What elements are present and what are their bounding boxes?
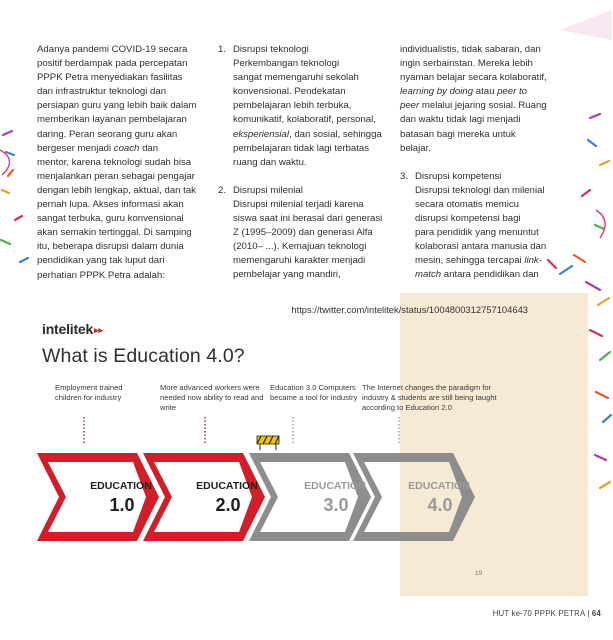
stage-label: EDUCATION	[196, 480, 258, 492]
text-segment: mesin, sehingga tercapai	[415, 255, 525, 267]
stage-label: EDUCATION	[408, 480, 470, 492]
page-number: 64	[591, 609, 601, 618]
italic-term: link-	[524, 255, 542, 267]
column-1	[37, 43, 213, 283]
list-item-competency-disruption	[400, 170, 578, 283]
text-line	[415, 268, 578, 282]
text-line: dan waktu tidak lagi menjadi	[400, 114, 521, 126]
italic-term: learning by doing	[400, 86, 474, 98]
text-line	[400, 85, 578, 99]
text-line: mentor, karena teknologi sudah bisa	[37, 156, 192, 168]
list-item-technology-disruption	[218, 43, 398, 170]
text-segment: dan	[139, 142, 159, 154]
text-line	[37, 142, 213, 156]
logo-text: intelitek	[42, 321, 94, 337]
education-stages-diagram	[29, 293, 588, 596]
list-item-millennial-disruption	[218, 184, 398, 283]
list-number: 3.	[400, 170, 409, 182]
text-line: belajar.	[400, 142, 431, 154]
page-footer	[493, 609, 601, 618]
text-line: pernah lupa. Akses informasi akan	[37, 199, 184, 211]
slide-title: What is Education 4.0?	[42, 345, 245, 367]
text-line: Disrupsi teknologi dan milenial	[415, 184, 545, 196]
text-line: Perkembangan teknologi	[233, 58, 340, 70]
text-line: perhatian PPPK Petra adalah:	[37, 269, 166, 281]
text-line: siswa saat ini berasal dari generasi	[233, 213, 383, 225]
text-line: secara otomatis memicu	[415, 198, 519, 210]
stage-chevron	[143, 453, 265, 541]
text-segment: bergeser menjadi	[37, 142, 114, 154]
text-line: para pendidik yang menuntut	[415, 227, 539, 239]
stage-caption: Education 3.0 Computers became a tool for industry	[270, 383, 358, 402]
text-line: ruang dan waktu.	[233, 156, 307, 168]
education-4-slide	[29, 293, 588, 596]
stage-caption: More advanced workers were needed now ability to read and write	[160, 383, 264, 412]
text-line: positif berdampak pada percepatan	[37, 58, 188, 70]
stage-label: EDUCATION	[304, 480, 366, 492]
stage-chevron	[353, 453, 475, 541]
text-line: Adanya pandemi COVID-19 secara	[37, 44, 188, 55]
text-line: pembelajaran lebih terbuka,	[233, 100, 352, 112]
stage-version: 1.0	[109, 495, 135, 515]
text-line: memberikan layanan pembelajaran	[37, 114, 187, 126]
text-line	[415, 254, 578, 268]
source-url: https://twitter.com/intelitek/status/1004800312757104643	[291, 304, 528, 315]
text-line: Z (1995–2009) dan generasi Alfa	[233, 227, 373, 239]
text-line: sangat memengaruhi sekolah	[233, 72, 359, 84]
italic-term: coach	[113, 142, 140, 154]
list-number: 1.	[218, 44, 227, 55]
stage-label: EDUCATION	[90, 480, 152, 492]
stage-caption: Employment trained children for industry	[55, 383, 123, 402]
construction-icon	[257, 436, 279, 450]
stage-chevron	[249, 453, 371, 541]
text-line: PPPK Petra menyediakan fasilitas	[37, 72, 183, 84]
text-line: akan semakin tertinggal. Di samping	[37, 227, 192, 239]
list-item-title: Disrupsi kompetensi	[415, 170, 502, 182]
text-line: menjalankan peran sebagai pengajar	[37, 170, 195, 182]
list-item-title: Disrupsi milenial	[233, 184, 303, 196]
logo-arrow-icon: ▸▸	[94, 325, 103, 335]
text-line: individualistis, tidak sabaran, dan	[400, 44, 541, 55]
italic-term: match	[415, 269, 442, 281]
text-segment: atau	[473, 86, 498, 98]
text-line	[233, 128, 398, 142]
column-2	[218, 43, 398, 283]
text-line: persiapan guru yang lebih baik dalam	[37, 100, 197, 112]
stage-version: 3.0	[323, 495, 349, 515]
text-line: pembelajar yang mandiri,	[233, 269, 341, 281]
text-line: ingin serbainstan. Mereka lebih	[400, 58, 533, 70]
text-line: nyaman belajar secara kolaboratif,	[400, 72, 547, 84]
text-line: memengaruhi karakter menjadi	[233, 255, 366, 267]
italic-term: eksperiensial	[233, 128, 289, 140]
footer-text: HUT ke-70 PPPK PETRA	[492, 609, 585, 618]
text-segment: antara pendidikan dan	[441, 269, 539, 281]
text-line: kolaborasi antara manusia dan	[415, 241, 547, 253]
text-line: dan infrastruktur teknologi dan	[37, 86, 167, 98]
list-number: 2.	[218, 184, 227, 196]
text-segment: melalui jejaring sosial. Ruang	[419, 100, 547, 112]
column-3	[400, 43, 578, 283]
text-line	[400, 99, 578, 113]
footer-separator: |	[584, 609, 592, 618]
text-line: komunikatif, kolaboratif, personal,	[233, 114, 376, 126]
stage-caption: The Internet changes the paradigm for industry & students are still being taught according to Education 2.0	[362, 383, 497, 412]
text-line: konvensional. Pendekatan	[233, 86, 346, 98]
stage-chevron	[37, 453, 159, 541]
italic-term: peer to	[497, 86, 527, 98]
text-line: sangat terbuka, guru konvensional	[37, 213, 184, 225]
slide-page-number: 19	[475, 570, 483, 577]
text-line: daring. Peran seorang guru akan	[37, 128, 178, 140]
text-line: disrupsi kompetensi bagi	[415, 213, 521, 225]
italic-term: peer	[400, 100, 420, 112]
text-segment: , dan sosial, sehingga	[289, 128, 382, 140]
text-line: (2010– ...). Kemajuan teknologi	[233, 241, 367, 253]
stage-version: 2.0	[215, 495, 241, 515]
text-line: pendidikan yang tak luput dari	[37, 255, 165, 267]
text-line: dengan lebih lengkap, aktual, dan tak	[37, 184, 196, 196]
list-item-title: Disrupsi teknologi	[233, 44, 309, 55]
stage-version: 4.0	[427, 495, 453, 515]
text-line: itu, beberapa disrupsi dalam dunia	[37, 241, 184, 253]
text-line: pembelajaran tidak lagi terbatas	[233, 142, 369, 154]
text-line: Disrupsi milenial terjadi karena	[233, 198, 364, 210]
text-line: batasan bagi mereka untuk	[400, 128, 516, 140]
